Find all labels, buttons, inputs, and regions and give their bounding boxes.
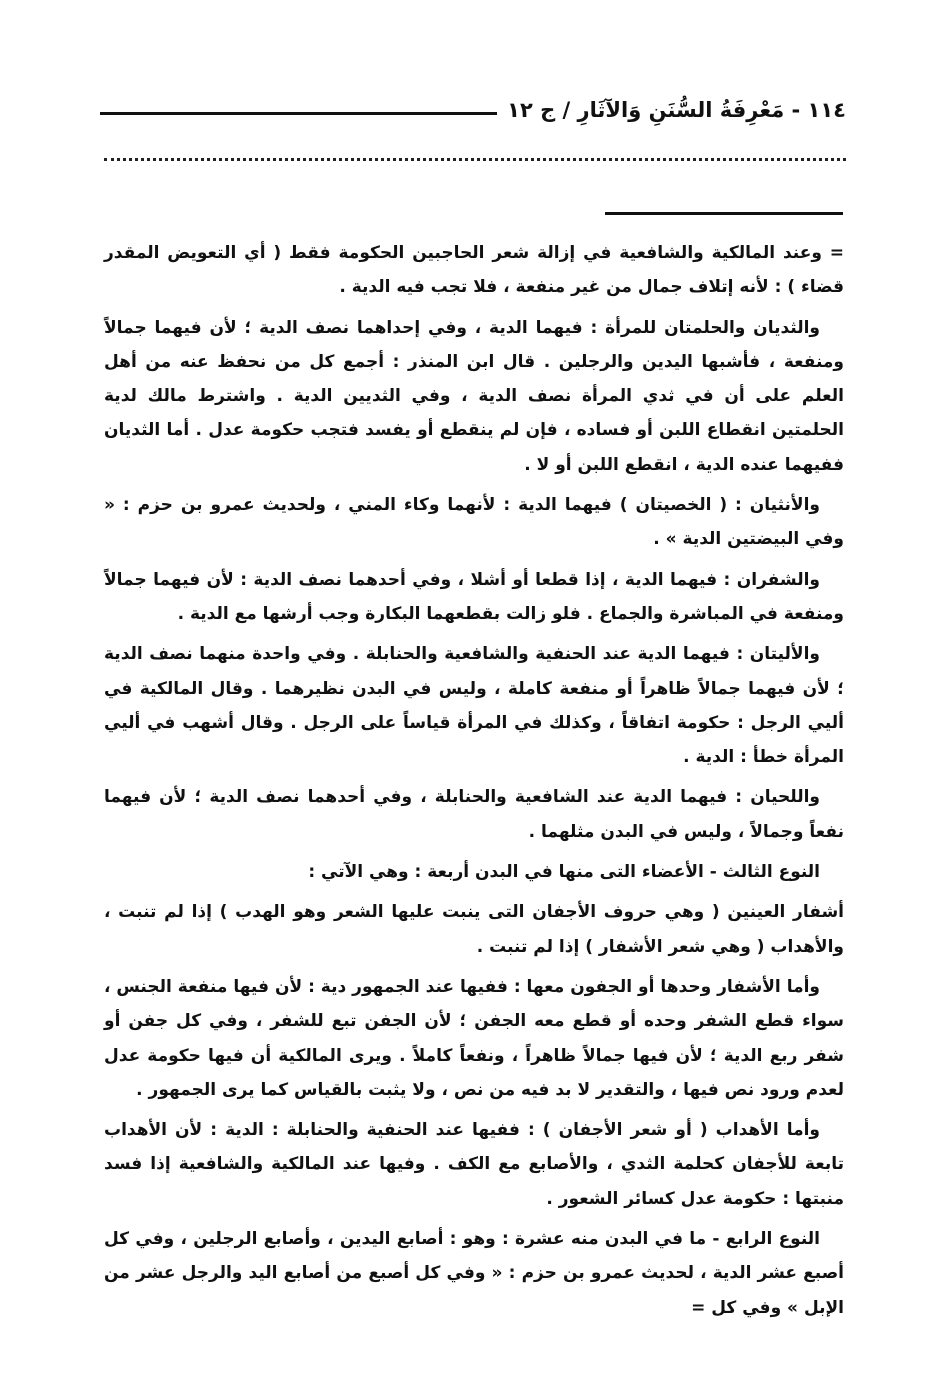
page-header <box>100 84 846 124</box>
paragraph: والشفران : فيهما الدية ، إذا قطعا أو أشلا ، وفي أحدهما نصف الدية : لأن فيهما جمالاً ومنفعة في المباشرة والجماع . فلو زالت بقطعهما البكارة وجب أرشها مع الدية . <box>104 569 844 624</box>
paragraph: وأما الأشفار وحدها أو الجفون معها : ففيها عند الجمهور دية : لأن فيها منفعة الجنس ، سواء قطع الشفر وحده أو قطع معه الجفن ؛ لأن الجفن تبع للشفر ، وفي كل جفن أو شفر ربع الدية ؛ لأن فيها جمالاً ظاهراً ، ونفعاً كاملاً . ويرى المالكية أن فيها حكومة عدل لعدم ورود نص فيها ، والتقدير لا بد فيه من نص ، ولا يثبت بالقياس كما يرى الجمهور . <box>104 976 844 1100</box>
paragraph: والثديان والحلمتان للمرأة : فيهما الدية ، وفي إحداهما نصف الدية ؛ لأن فيهما جمالاً ومنفعة ، فأشبها اليدين والرجلين . قال ابن المنذر : أجمع كل من نحفظ عنه من أهل العلم على أن في ثدي المرأة نصف الدية ، وفي الثديين الدية . واشترط مالك لدية الحلمتين انقطاع اللبن أو فساده ، فإن لم ينقطع أو يفسد فتجب حكومة عدل . أما الثديان ففيهما عنده الدية ، انقطع اللبن أو لا . <box>104 317 844 475</box>
paragraph: وأما الأهداب ( أو شعر الأجفان ) : ففيها عند الحنفية والحنابلة : الدية : لأن الأهداب تابعة للأجفان كحلمة الثدي ، والأصابع مع الكف . وفيها عند المالكية والشافعية إذا فسد منبتها : حكومة عدل كسائر الشعور . <box>104 1120 844 1209</box>
paragraph: النوع الرابع - ما في البدن منه عشرة : وهو : أصابع اليدين ، وأصابع الرجلين ، وفي كل أصبع عشر الدية ، لحديث عمرو بن حزم : « وفي كل أصبع من أصابع اليد والرجل عشر من الإبل » وفي كل = <box>104 1229 844 1318</box>
paragraph: والأليتان : فيهما الدية عند الحنفية والشافعية والحنابلة . وفي واحدة منهما نصف الدية ؛ لأن فيهما جمالاً ظاهراً أو منفعة كاملة ، وليس في البدن نظيرهما . وقال المالكية في أليي الرجل : حكومة اتفاقاً ، وكذلك في المرأة قياساً على الرجل . وقال أشهب في أليي المرأة خطأ : الدية . <box>104 644 844 768</box>
body-text <box>104 236 844 1325</box>
header-title: ١١٤ - مَعْرِفَةُ السُّنَنِ وَالآثَارِ / ج ١٢ <box>507 98 846 122</box>
paragraph: = وعند المالكية والشافعية في إزالة شعر الحاجبين الحكومة فقط ( أي التعويض المقدر قضاء ) : لأنه إتلاف جمال من غير منفعة ، فلا تجب فيه الدية . <box>104 243 844 298</box>
footnote-rule <box>605 212 843 215</box>
dotted-separator <box>104 158 846 161</box>
paragraph: واللحيان : فيهما الدية عند الشافعية والحنابلة ، وفي أحدهما نصف الدية ؛ لأن فيهما نفعاً وجمالاً ، وليس في البدن مثلهما . <box>104 787 844 842</box>
paragraph: والأنثيان : ( الخصيتان ) فيهما الدية : لأنهما وكاء المني ، ولحديث عمرو بن حزم : « وفي البيضتين الدية » . <box>104 495 844 550</box>
header-rule <box>100 112 497 115</box>
paragraph: أشفار العينين ( وهي حروف الأجفان التى ينبت عليها الشعر وهو الهدب ) إذا لم تنبت ، والأهداب ( وهي شعر الأشفار ) إذا لم تنبت . <box>104 902 844 957</box>
paragraph: النوع الثالث - الأعضاء التى منها في البدن أربعة : وهي الآتي : <box>308 862 820 883</box>
